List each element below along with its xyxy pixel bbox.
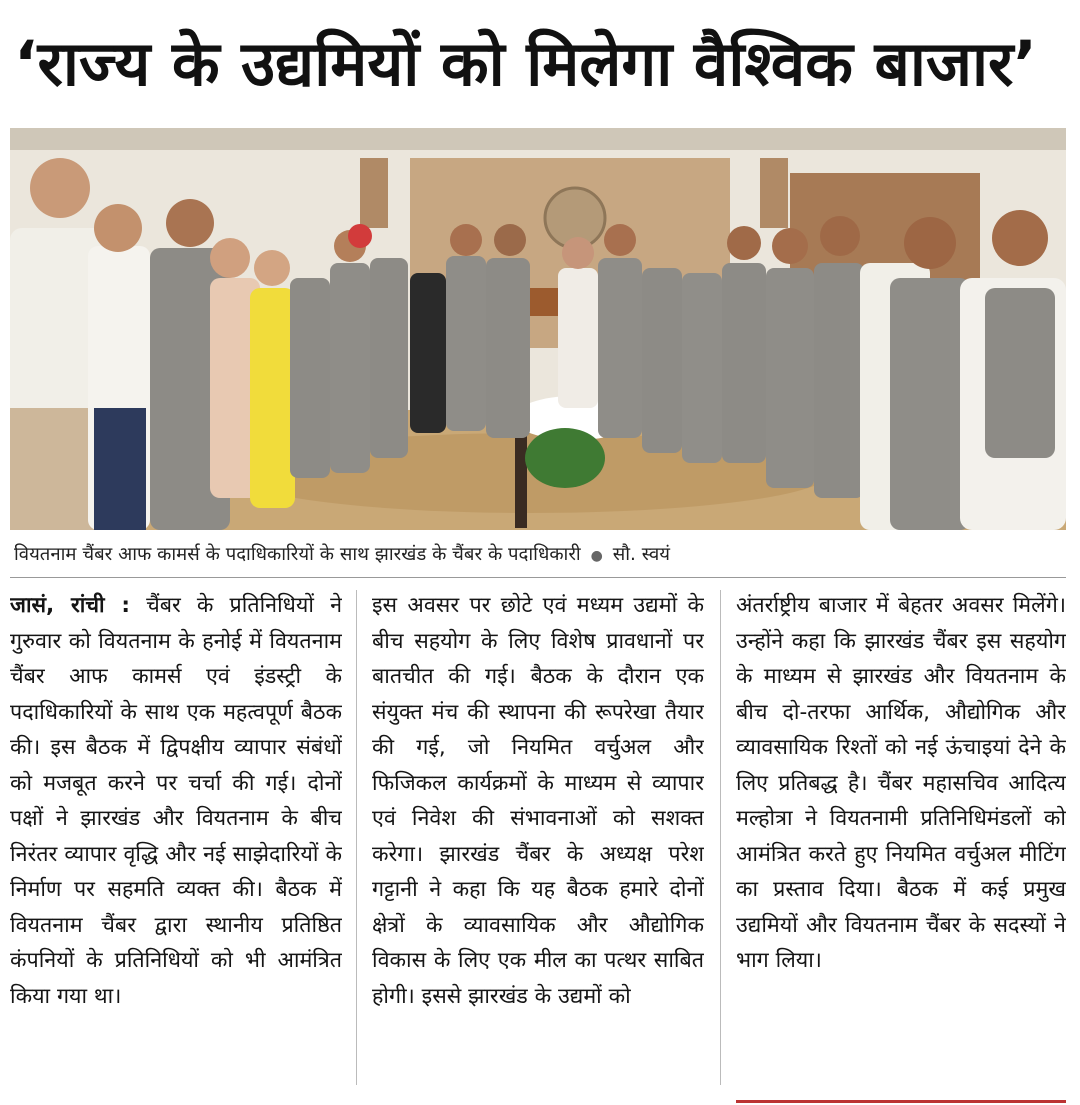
column-text: अंतर्राष्ट्रीय बाजार में बेहतर अवसर मिलेंगे। उन्होंने कहा कि झारखंड चैंबर इस सहयोग के माध्यम से झारखंड और वियतनाम के बीच दो-तरफा आर्थिक, औद्योगिक और व्यावसायिक रिश्तों को नई ऊंचाइयां देने के लिए प्रतिबद्ध है। चैंबर महासचिव आदित्य मल्होत्रा ने वियतनामी प्रतिनिधिमंडलों को आमंत्रित करते हुए नियमित वर्चुअल मीटिंग का प्रस्ताव दिया। बैठक में कई प्रमुख उद्यमियों और वियतनाम चैंबर के सदस्यों ने भाग लिया।: [736, 593, 1066, 973]
column-text: इस अवसर पर छोटे एवं मध्यम उद्यमों के बीच सहयोग के लिए विशेष प्रावधानों पर बातचीत की गई। बैठक के दौरान एक संयुक्त मंच की स्थापना की रूपरेखा तैयार की गई, जो नियमित वर्चुअल और फिजिकल कार्यक्रमों के माध्यम से व्यापार एवं निवेश की संभावनाओं को सशक्त करेगा। झारखंड चैंबर के अध्यक्ष परेश गट्टानी ने कहा कि यह बैठक हमारे दोनों क्षेत्रों के व्यावसायिक और औद्योगिक विकास के लिए एक मील का पत्थर साबित होगी। इससे झारखंड के उद्यमों को: [372, 593, 704, 1009]
article-column-3: [736, 588, 1066, 1088]
bullet-icon: ●: [590, 548, 603, 564]
caption-credit: सौ. स्वयं: [612, 544, 670, 565]
article-column-2: [372, 588, 704, 1088]
bottom-rule: [736, 1100, 1066, 1103]
column-divider: [720, 590, 721, 1085]
divider: [10, 577, 1066, 578]
dateline: जासं, रांची :: [10, 593, 130, 618]
group-photo-icon: [10, 128, 1066, 530]
headline: ‘राज्य के उद्यमियों को मिलेगा वैश्विक बाजार’: [14, 27, 1037, 100]
article-column-1: [10, 588, 342, 1088]
caption-text: वियतनाम चैंबर आफ कामर्स के पदाधिकारियों के साथ झारखंड के चैंबर के पदाधिकारी: [14, 544, 581, 565]
group-photo: [10, 128, 1066, 530]
column-text: चैंबर के प्रतिनिधियों ने गुरुवार को वियतनाम के हनोई में वियतनाम चैंबर आफ कामर्स एवं इंडस्ट्री के पदाधिकारियों के साथ एक महत्वपूर्ण बैठक की। इस बैठक में द्विपक्षीय व्यापार संबंधों को मजबूत करने पर चर्चा की गई। दोनों पक्षों ने झारखंड और वियतनाम के बीच निरंतर व्यापार वृद्धि और नई साझेदारियों के निर्माण पर सहमति व्यक्त की। बैठक में वियतनाम चैंबर द्वारा स्थानीय प्रतिष्ठित कंपनियों के प्रतिनिधियों को भी आमंत्रित किया गया था।: [10, 593, 342, 1009]
column-divider: [356, 590, 357, 1085]
photo-caption: [14, 540, 1066, 570]
